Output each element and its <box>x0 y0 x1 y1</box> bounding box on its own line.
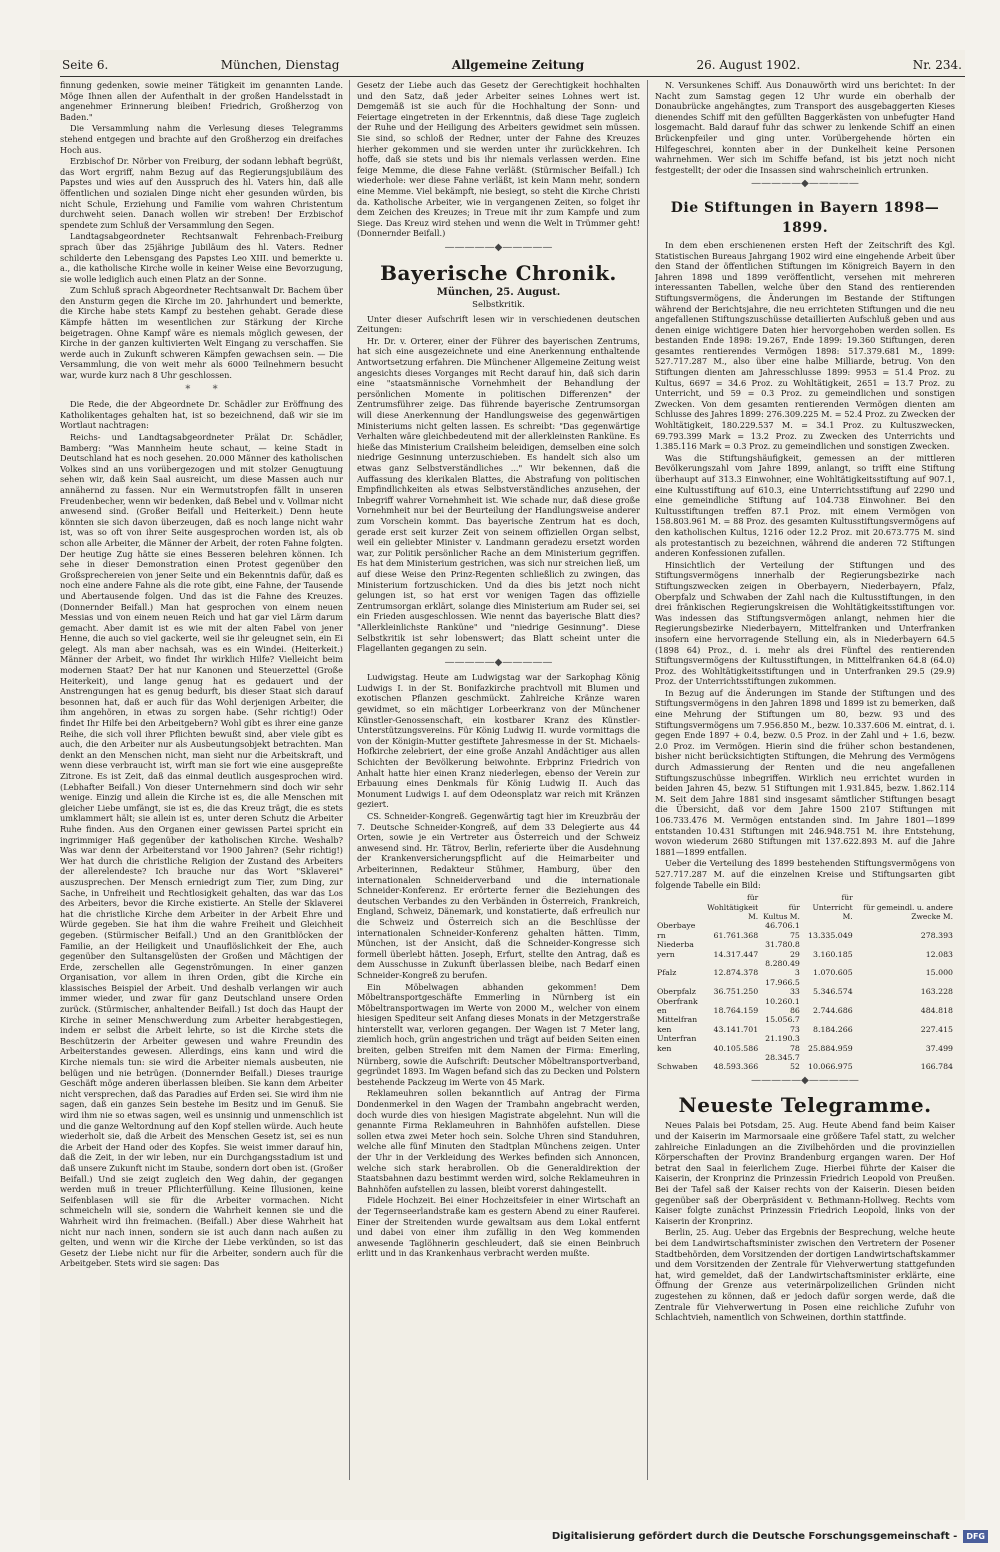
dateline: München, 25. August. <box>436 286 561 298</box>
article-text: Berlin, 25. Aug. Ueber das Ergebnis der Besprechung, welche heute bei dem Landwirtschaftsminister zwischen den Vertretern der Posener Stadtbehörden, dem Vorsitzenden der dortigen Landwirtschaftskammer und dem Vorsitzenden der Zentrale für Viehverwertung stattgefunden hat, wird gemeldet, daß der Landwirtschaftsminister erklärte, eine Öffnung der Grenze aus veterinärpolizeilichen Gründen nicht zugestehen zu können, daß er jedoch dafür sorgen werde, daß die Zentrale für Viehverwertung in Posen eine reichliche Zufuhr von Schlachtvieh, namentlich von Schweinen, dorthin stattfinde. <box>655 1227 955 1323</box>
table-row <box>655 921 955 940</box>
article-text: Neues Palais bei Potsdam, 25. Aug. Heute Abend fand beim Kaiser und der Kaiserin im Marmorsaale eine größere Tafel statt, zu welcher zahlreiche Einladungen an die Zivilbehörden und die provinziellen Körperschaften der Provinz Brandenburg ergangen waren. Der Hof betrat den Saal in feierlichem Zuge. Hierbei führte der Kaiser die Kaiserin, der Kronprinz die Prinzessin Friedrich Leopold von Preußen. Bei der Tafel saß der Kaiser rechts von der Kaiserin. Diesen beiden gegenüber saß der Oberpräsident v. Bethmann-Hollweg. Rechts vom Kaiser folgte zunächst Prinzessin Friedrich Leopold, links von der Kaiserin der Kronprinz. <box>655 1120 955 1226</box>
section-heading: Bayerische Chronik. <box>380 260 617 285</box>
place-day: München, Dienstag <box>220 58 340 72</box>
page-number: Seite 6. <box>62 58 109 72</box>
table-header-cell: für Kultus M. <box>763 902 800 921</box>
table-row <box>655 940 955 959</box>
table-row <box>655 959 955 978</box>
table-cell: 43.141.701 <box>713 1024 759 1034</box>
article-subheading: Selbstkritik. <box>472 300 525 311</box>
newspaper-title: Allgemeine Zeitung <box>451 58 585 72</box>
table-cell: 10.066.975 <box>808 1062 853 1072</box>
table-cell: 17.966.533 <box>765 977 800 997</box>
article-text: Zum Schluß sprach Abgeordneter Rechtsanwalt Dr. Bachem über den Ansturm gegen die Kirche im 20. Jahrhundert und bemerkte, die Kirche habe stets Kampf zu bestehen gehabt. Gerade diese Kämpfe hätten im wesentlichen zur Stärkung der Kirche beigetragen. Ohne Kampf wäre es niemals möglich gewesen, der Kirche in der ganzen kultivierten Welt Eingang zu verschaffen. Sie werde auch in Zukunft schweren Kämpfen gewachsen sein. — Die Versammlung, die von weit mehr als 6000 Teilnehmern besucht war, wurde kurz nach 8 Uhr geschlossen. <box>60 285 343 381</box>
table-cell: Mittelfranken <box>657 1015 698 1034</box>
article-text: CS. Schneider-Kongreß. Gegenwärtig tagt hier im Kreuzbräu der 7. Deutsche Schneider-Kongreß, auf dem 33 Delegierte aus 44 Orten, sowie je ein Vertreter aus Österreich und der Schweiz anwesend sind. Hr. Tätrov, Berlin, referierte über die Ausdehnung der Krankenversicherungspflicht auf die Heimarbeiter und Arbeiterinnen, Redakteur Stühmer, Hamburg, über den internationalen Schneiderverband und die internationale Schneider-Konferenz. Er erörterte ferner die Beziehungen des deutschen Verbandes zu den Verbänden in Österreich, Frankreich, England, Schweiz, Dänemark, und konstatierte, daß erfreulich nur die Schweiz und Österreich sich an die Beschlüsse der internationalen Schneider-Konferenz gehalten hätten. Timm, München, ist der Ansicht, daß die Schneider-Kongresse sich formell überlebt hätten. Joseph, Erfurt, stellte den Antrag, daß es dem Ausschusse in Zukunft überlassen bleibe, nach Bedarf einen Schneider-Kongreß zu berufen. <box>357 811 640 980</box>
table-cell: 46.706.175 <box>765 921 800 940</box>
article-text: Erzbischof Dr. Nörber von Freiburg, der sodann lebhaft begrüßt, das Wort ergriff, nahm Bezug auf das Regierungsjubiläum des Papstes und wies auf den Ausspruch des hl. Vaters hin, daß alle öffentlichen und sozialen Dinge nicht eher gesunden würden, bis nicht Schule, Erziehung und Familie vom wahren Christentum durchweht seien. Danach wollen wir streben! Der Erzbischof spendete zum Schluß der Versammlung den Segen. <box>60 156 343 230</box>
table-cell: Oberpfalz <box>657 987 696 997</box>
table-cell: 5.346.574 <box>813 987 853 997</box>
article-text: Reichs- und Landtagsabgeordneter Prälat Dr. Schädler, Bamberg: "Was Mannheim heute schaut, — keine Stadt in Deutschland hat es noch gesehen. 20.000 Männer des katholischen Volkes sind an uns vorübergezogen und mit stolzer Genugtuung sehen wir, daß kein Saal ausreicht, um diese Massen auch nur annähernd zu fassen. Nur ein Wermutstropfen fällt in unseren Freudenbecher, wenn wir bedenken, daß Bebel und v. Vollmar nicht anwesend sind. (Großer Beifall und Heiterkeit.) Denn heute könnten sie sich davon überzeugen, daß es noch lange nicht wahr ist, was so oft von ihrer Seite ausgesprochen worden ist, als ob schon alle Arbeiter, die Männer der Arbeit, der roten Fahne folgten. Der heutige Zug hätte sie eines Besseren belehren können. Ich sehe in dieser Demonstration einen Protest gegenüber den Großsprechereien von jener Seite und ein Bekenntnis dafür, daß es noch eine andere Fahne als die rote gibt, eine Fahne, der Tausende und Abertausende folgen. Und das ist die Fahne des Kreuzes. (Donnernder Beifall.) Man hat gesprochen von einem neuen Messias und von einem neuen Reich und hat gar viel Lärm darum gemacht. Aber damit ist es wie mit der alten Fabel von jener Henne, die auch so viel gackerte, weil sie ihr geleugnet sein, ein Ei gelegt. Als man aber nachsah, was es ein Windei. (Heiterkeit.) Männer der Arbeit, wo findet Ihr wirklich Hilfe? Vielleicht beim modernen Staat? Der hat nur Kanonen und Steuerzettel (Große Heiterkeit), und lange genug hat es gedauert und der Anstrengungen hat es genug bedurft, bis dieser Staat sich darauf besonnen hat, daß er auch für das Wohl derjenigen Arbeiter, die ihm angehören, in etwas zu sorgen habe. (Sehr richtig!) Oder findet Ihr Hilfe bei den Arbeitgebern? Wohl gibt es ihrer eine ganze Reihe, die sich voll ihrer Pflichten bewußt sind, aber viele gibt es auch, die den Arbeiter nur als Ausbeutungsobjekt betrachten. Man denkt an den Menschen nicht, man sieht nur die Arbeitskraft, und wenn diese verbraucht ist, wirft man sie fort wie eine ausgepreßte Zitrone. Es ist Zeit, daß das einmal deutlich ausgesprochen wird. (Lebhafter Beifall.) Von dieser Unternehmern sind doch wir sehr wenige. Einzig und allein die Kirche ist es, die alle Menschen mit gleicher Liebe umfängt, sie ist es, die das Kreuz trägt, die es stets umklammert hält; sie allein ist es, unter deren Schutz die Arbeiter Ruhe finden. Aus den Organen einer gewissen Partei spricht ein ingrimmiger Haß gegenüber der katholischen Kirche. Weshalb? Was war denn der Arbeiterstand vor 1900 Jahren? (Sehr richtig!) Wer hat durch die christliche Religion der Zustand des Arbeiters der allerelendeste? Ich brauche nur das Wort "Sklaverei" auszusprechen. Der Mensch erniedrigt zum Tier, zum Ding, zur Sache, in Unfreiheit und Rechtlosigkeit gehalten, das war das Los des Arbeiters, bevor die Kirche existierte. An Stelle der Sklaverei hat die christliche Kirche dem Arbeiter in der Arbeit Ehre und Würde gegeben. Sie hat ihm die wahre Freiheit und Gleichheit gegeben. (Stürmischer Beifall.) Und an den Granitblöcken der Familie, an der Heiligkeit und Unauflöslichkeit der Ehe, auch gegenüber den Sultansgelüsten der Großen und Mächtigen der Erde, zerschellen alle Gegenströmungen. In einer ganzen Organisation, vor allem in ihren Orden, gibt die Kirche ein klassisches Beispiel der Arbeit. Und deshalb verlangen wir auch immer wieder, und zwar für ganz Deutschland unsere Orden zurück. (Stürmischer, anhaltender Beifall.) Ist doch das Haupt der Kirche in seiner Menschwerdung zum Arbeiter herabgestiegen, indem er selbst die Arbeit lehrte, so ist die Kirche stets die Beschützerin der Arbeiter gewesen und wahre Freundin des Arbeiterstandes gewesen. Allerdings, eins kann und wird die Kirche niemals tun: sie wird die Arbeiter niemals ausbeuten, nie belügen und nie betrügen. (Donnernder Beifall.) Dieses traurige Geschäft möge anderen überlassen bleiben. Sie kann dem Arbeiter nicht versprechen, daß das Paradies auf Erden sei. Sie wird ihm nie sagen, daß ein ganzes Sein bestehe im Besitz und im Genuß. Sie wird ihm nie so etwas sagen, weil es unsinnig und unmenschlich ist und die ganze Weltordnung auf den Kopf stellen würde. Auch heute wiederholt sie, daß die Arbeit des Menschen Gesetz ist, sei es nun die Arbeit der Hand oder des Kopfes. Sie weist immer darauf hin, daß die Zeit, in der wir leben, nur ein Durchgangsstadium ist und daß unsere Zukunft nicht im Staube, sondern dort oben ist. (Großer Beifall.) Und sie zeigt zugleich den Weg dahin, der gegangen werden muß in treuer Pflichterfüllung. Keine Illusionen, keine Seifenblasen will sie für die Arbeiter vormachen. Nicht schmeicheln will sie, sondern die Wahrheit kennen sie und die Wahrheit wird ihn freimachen. (Beifall.) Aber diese Wahrheit hat nicht nur nach innen, sondern sie ist auch dann nach außen zu gelten, und wenn wir die Kirche der Liebe verkünden, so ist das Gesetz der Liebe nicht nur für die Arbeiter, sondern auch für die Arbeitgeber. Stets wird sie sagen: Das <box>60 432 343 1269</box>
table-row <box>655 978 955 997</box>
separator-ornament: —————◆————— <box>444 241 553 253</box>
separator-ornament: —————◆————— <box>444 656 553 668</box>
table-cell: 61.761.368 <box>713 930 759 940</box>
article-text: Die Rede, die der Abgeordnete Dr. Schädler zur Eröffnung des Katholikentages gehalten hat, ist so bezeichnend, daß wir sie im Wortlaut nachtragen: <box>60 399 343 431</box>
table-cell: 1.070.605 <box>813 968 853 978</box>
table-row <box>655 1015 955 1034</box>
table-cell: 227.415 <box>920 1024 953 1034</box>
table-cell: 2.744.686 <box>813 1006 853 1016</box>
table-cell: Unterfranken <box>657 1034 697 1053</box>
table-header-cell: für gemeindl. u. andere Zwecke M. <box>863 902 953 921</box>
table-cell: Pfalz <box>657 968 677 978</box>
issue-number: Nr. 234. <box>912 58 962 72</box>
separator-ornament: —————◆————— <box>751 1074 859 1086</box>
table-cell: Niederbayern <box>657 940 694 959</box>
article-text: In dem eben erschienenen ersten Heft der Zeitschrift des Kgl. Statistischen Bureaus Jahrgang 1902 wird eine eingehende Arbeit über den Stand der öffentlichen Stiftungen im Königreich Bayern in den Jahren 1898 und 1899 veröffentlicht, versehen mit mehreren interessanten Tabellen, welche über den Stand des rentierenden Stiftungsvermögens, die Änderungen im Bestande der Stiftungen während der Berichtsjahre, die neu errichteten Stiftungen und die neu angefallenen Stiftungszuschüsse detaillierten Aufschluß geben und aus denen einige wichtigere Daten hier hervorgehoben werden sollen. Es bestanden Ende 1898: 19.267, Ende 1899: 19.360 Stiftungen, deren gesamtes rentierendes Vermögen 1898: 517.379.681 M., 1899: 527.717.287 M., also über eine halbe Milliarde, betrug. Von den Stiftungen dienten am Jahresschlusse 1899: 9953 = 51.4 Proz. zu Kultus, 6697 = 34.6 Proz. zu Wohltätigkeit, 2651 = 13.7 Proz. zu Unterricht, und 59 = 0.3 Proz. zu gemeindlichen und sonstigen Zwecken. Von dem gesamten rentierenden Vermögen dienten am Schlusse des Jahres 1899: 276.309.225 M. = 52.4 Proz. zu Zwecken der Wohltätigkeit, 180.229.537 M. = 34.1 Proz. zu Kultuszwecken, 69.793.399 Mark = 13.2 Proz. zu Zwecken des Unterrichts und 1.385.116 Mark = 0.3 Proz. zu gemeindlichen und sonstigen Zwecken. <box>655 239 955 452</box>
table-cell: Schwaben <box>657 1062 698 1072</box>
table-row <box>655 1053 955 1072</box>
table-header-cell: für Wohltätigkeit M. <box>707 893 759 921</box>
table-body <box>655 921 955 1072</box>
table-cell: 12.874.378 <box>713 968 759 978</box>
table-cell: 484.818 <box>920 1006 953 1016</box>
table-cell: 278.393 <box>920 930 953 940</box>
article-text: Ueber die Verteilung des 1899 bestehenden Stiftungsvermögens von 527.717.287 M. auf die einzelnen Kreise und Stiftungsarten gibt folgende Tabelle ein Bild: <box>655 858 955 890</box>
article-text: Ludwigstag. Heute am Ludwigstag war der Sarkophag König Ludwigs I. in der St. Bonifazkirche prachtvoll mit Blumen und exotischen Pflanzen geschmückt. Zahlreiche Kränze waren gewidmet, so ein mächtiger Lorbeerkranz von der Münchener Künstler-Genossenschaft, ein kostbarer Kranz des Künstler-Unterstützungsvereins. Für König Ludwig II. wurde vormittags die von der Königin-Mutter gestiftete Jahresmesse in der St. Michaels-Hofkirche zelebriert, der eine große Anzahl Andächtiger aus allen Schichten der Bevölkerung beiwohnte. Erbprinz Friedrich von Anhalt hatte hier einen Kranz niederlegen, ebenso der Verein zur Erbauung eines Denkmals für König Ludwig II. Auch das Monument Ludwigs I. auf dem Odeonsplatz war reich mit Kränzen geziert. <box>357 672 640 810</box>
table-cell: 25.884.959 <box>808 1043 853 1053</box>
article-text: Fidele Hochzeit. Bei einer Hochzeitsfeier in einer Wirtschaft an der Tegernseerlandstraße kam es gestern Abend zu einer Rauferei. Einer der Streitenden wurde gewaltsam aus dem Lokal entfernt und dabei von einer ihm zufällig in den Weg kommenden anwesende Taglöhnerin geschleudert, daß sie einen Beinbruch erlitt und in das Krankenhaus verbracht werden mußte. <box>357 1195 640 1259</box>
table-cell: 15.000 <box>925 968 953 978</box>
header-rule <box>60 76 965 77</box>
table-cell: 28.345.752 <box>765 1053 800 1072</box>
table-cell: 40.105.586 <box>713 1043 759 1053</box>
table-cell: 37.499 <box>925 1043 953 1053</box>
table-cell: 15.056.773 <box>765 1015 800 1034</box>
article-text: Hr. Dr. v. Orterer, einer der Führer des bayerischen Zentrums, hat sich eine ausgezeichnete und eine Anerkennung enthaltende Antwortsetzung erfahren. Die Münchener Allgemeine Zeitung weist angesichts dieses Vorganges mit Recht darauf hin, daß sich darin eine "staatsmännische Vornehmheit der Behandlung der persönlichen Momente in politischen Differenzen" der Zentrumsführer zeige. Das führende bayerische Zentrumsorgan will diese Anerkennung der Handlungsweise des gegenwärtigen Ministeriums nicht gelten lassen. Es schreibt: "Das gegenwärtige Verhalten wäre gleichbedeutend mit der allerkleinsten Ranküne. Es hieße das Ministerium Crailsheim beleidigen, demselben eine solch niedrige Gesinnung unterzuschieben. Es handelt sich also um etwas ganz Selbstverständliches ..." Wir bekennen, daß die Auffassung des klerikalen Blattes, die Abstrafung von politischen Empfindlichkeiten als etwas Selbstverständliches anzusehen, der Inbegriff wahrer Vornehmheit ist. Wie schade nur, daß diese große Vornehmheit nur bei der Beurteilung der Handlungsweise anderer zum Vorschein kommt. Das bayerische Zentrum hat es doch, gerade erst seit kurzer Zeit von seinem offiziellen Organ selbst, weil ein geliebter Minister v. Landmann geradezu ersetzt worden war, zur Politik persönlicher Rache an dem Ministerium gegriffen. Es hat dem Ministerium gestrichen, was sich nur streichen ließ, um auf diese Weise den Prinz-Regenten schließlich zu zwingen, das Ministerium fortzuschicken. Und da dies bis jetzt noch nicht gelungen ist, so hat erst vor wenigen Tagen das offizielle Zentrumsorgan erklärt, solange dies Ministerium am Ruder sei, sei ein Frieden ausgeschlossen. Wie nennt das bayerische Blatt dies? "Allerkleinlichste Ranküne" und "niedrige Gesinnung". Diese Selbstkritik ist sehr lobenswert; das Blatt scheint unter die Flagellanten gegangen zu sein. <box>357 335 640 654</box>
column-divider <box>349 80 350 1480</box>
table-header-row <box>655 893 955 921</box>
page-header <box>62 54 962 76</box>
digitization-footer <box>552 1530 988 1543</box>
table-cell: 163.228 <box>920 987 953 997</box>
table-cell: 12.083 <box>925 949 953 959</box>
separator-ornament: * * <box>185 383 218 395</box>
separator-ornament: —————◆————— <box>751 178 859 190</box>
dfg-logo-icon: DFG <box>963 1530 988 1543</box>
article-text: In Bezug auf die Änderungen im Stande der Stiftungen und des Stiftungsvermögens in den Jahren 1898 und 1899 ist zu bemerken, daß eine Mehrung der Stiftungen um 80, bezw. 93 und des Stiftungsvermögens um 7.956.850 M., bezw. 10.337.606 M. eintrat, d. i. gegen Ende 1897 + 0.4, bezw. 0.5 Proz. in der Zahl und + 1.6, bezw. 2.0 Proz. im Vermögen. Hierin sind die früher schon bestandenen, bisher nicht berücksichtigten Stiftungen, die Mehrung des Vermögens durch Admassierung der Renten und die neu angefallenen Stiftungszuschüsse inbegriffen. Wirklich neu errichtet wurden in beiden Jahren 45, bezw. 51 Stiftungen mit 1.931.845, bezw. 1.862.114 M. Seit dem Jahre 1881 sind insgesamt sämtlicher Stiftungen besagt die Übersicht, daß vor dem Jahre 1500 2107 Stiftungen mit 106.733.476 M. Vermögen entstanden sind. Im Jahre 1801—1899 entstanden 10.431 Stiftungen mit 246.948.751 M. ihre Entstehung, wovon wiederum 2680 Stiftungen mit 137.622.893 M. auf die Jahre 1881—1899 entfallen. <box>655 687 955 857</box>
column-divider <box>647 80 648 1480</box>
column-1 <box>60 80 343 1485</box>
article-text: Unter dieser Aufschrift lesen wir in verschiedenen deutschen Zeitungen: <box>357 313 640 335</box>
article-text: Ein Möbelwagen abhanden gekommen! Dem Möbeltransportgeschäfte Emmerling in Nürnberg ist ein Möbeltransportwagen im Werte von 2000 M., welcher von einem hiesigen Spediteur seit Anfang dieses Monats in der Metzgerstraße hinterstellt war, verloren gegangen. Der Wagen ist 7 Meter lang, ziemlich hoch, grün angestrichen und trägt auf beiden Seiten einen breiten, gelben Streifen mit dem Namen der Firma: Emerling, Nürnberg, sowie die Aufschrift: Deutscher Möbeltransportverband, gegründet 1893. Im Wagen befand sich das zu Decken und Polstern bestehende Packzeug im Werte von 45 Mark. <box>357 981 640 1087</box>
section-heading: Die Stiftungen in Bayern 1898—1899. <box>670 199 940 236</box>
table-cell: 8.280.493 <box>765 959 800 978</box>
table-cell: 21.190.378 <box>765 1034 800 1053</box>
table-cell: 18.764.159 <box>713 1006 759 1016</box>
article-text: Hinsichtlich der Verteilung der Stiftungen und des Stiftungsvermögens innerhalb der Regierungsbezirke nach Stiftungszwecken zeigen in Oberbayern, Niederbayern, Pfalz, Oberpfalz und Schwaben der Zahl nach die Kultusstiftungen, in den drei fränkischen Regierungskreisen die Wohltätigkeitsstiftungen vor. Was indessen das Stiftungsvermögen anlangt, nehmen hier die Regierungsbezirke Niederbayern, Mittelfranken und Unterfranken insofern eine hervorragende Stellung ein, als in Niederbayern 64.5 (1898 64) Proz., d. i. mehr als drei Fünftel des rentierenden Stiftungsvermögens der Kultusstiftungen, in Mittelfranken 64.8 (64.0) Proz. des Wohltätigkeitsstiftungen und in Unterfranken 29.5 (29.9) Proz. der Unterrichtsstiftungen zukommen. <box>655 559 955 687</box>
article-text: Reklameuhren sollen bekanntlich auf Antrag der Firma Dondenmerkel in den Wagen der Trambahn angebracht werden, doch wurde dies von hiesigen Magistrate abgelehnt. Nun will die genannte Firma Reklameuhren in Bahnhöfen aufstellen. Diese sollen etwa zwei Meter hoch sein. Solche Uhren sind Standuhren, welche alle fünf Minuten den Stadtplan Münchens zeigen. Unter der Uhr in der Verkleidung des Werkes befinden sich Annoncen, welche sich stark herabrollen. Ob die Generaldirektion der Staatsbahnen dazu bestimmt werden wird, solche Reklameuhren in Bahnhöfen aufstellen zu lassen, bleibt vorerst dahingestellt. <box>357 1088 640 1194</box>
table-cell: 31.780.829 <box>765 940 800 959</box>
issue-date: 26. August 1902. <box>696 58 801 72</box>
section-heading: Neueste Telegramme. <box>678 1093 932 1118</box>
table-cell: Oberfranken <box>657 996 698 1016</box>
article-text: finnung gedenken, sowie meiner Tätigkeit im genannten Lande. Möge Ihnen allen der Aufenthalt in der großen Handelsstadt in angenehmer Erinnerung bleiben! Friedrich, Großherzog von Baden." <box>60 80 343 122</box>
table-cell: 8.184.266 <box>813 1024 853 1034</box>
article-text: N. Versunkenes Schiff. Aus Donauwörth wird uns berichtet: In der Nacht zum Samstag gegen 12 Uhr wurde ein oberhalb der Donaubrücke angehängtes, zum Transport des ausgebaggerten Kieses dienendes Schiff mit den gefüllten Baggerkästen von unbefugter Hand losgemacht. Bald darauf fuhr das schwer zu lenkende Schiff an einen Brückenpfeiler und ging unter. Vorübergehende hörten ein Hilfegeschrei, konnten aber in der Dunkelheit keine Personen wahrnehmen. Wer sich im Schiffe befand, ist bis jetzt noch nicht festgestellt; der oder die Insassen sind wahrscheinlich ertrunken. <box>655 80 955 175</box>
table-cell: 166.784 <box>920 1062 953 1072</box>
table-cell: 13.335.049 <box>808 930 853 940</box>
table-row <box>655 1034 955 1053</box>
table-cell: Oberbayern <box>657 921 696 940</box>
table-cell: 48.593.366 <box>713 1062 759 1072</box>
table-cell: 36.751.250 <box>713 987 759 997</box>
stiftungen-table <box>655 893 955 1072</box>
article-text: Die Versammlung nahm die Verlesung dieses Telegramms stehend entgegen und brachte auf den Großherzog ein dreifaches Hoch aus. <box>60 123 343 155</box>
table-row <box>655 997 955 1016</box>
table-cell: 3.160.185 <box>813 949 853 959</box>
table-cell: 14.317.447 <box>713 949 759 959</box>
table-header-cell <box>655 893 700 921</box>
footer-text: Digitalisierung gefördert durch die Deutsche Forschungsgemeinschaft - <box>551 1531 958 1542</box>
table-cell: 10.260.186 <box>765 996 800 1016</box>
article-text: Was die Stiftungshäufigkeit, gemessen an der mittleren Bevölkerungszahl vom Jahre 1899, anlangt, so trifft eine Stiftung überhaupt auf 313.3 Einwohner, eine Wohltätigkeitsstiftung auf 907.1, eine Kultusstiftung auf 610.3, eine Unterrichtsstiftung auf 2290 und eine gemeindliche Stiftung auf 104.738 Einwohner. Bei den Kultusstiftungen treffen 87.1 Proz. mit einem Vermögen von 158.803.961 M. = 88 Proz. des gesamten Kultusstiftungsvermögens auf den katholischen Kultus, 1216 oder 12.2 Proz. mit 20.673.775 M. sind als protestantisch zu bezeichnen, während die anderen 72 Stiftungen anderen Konfessionen zufallen. <box>655 452 955 559</box>
column-3 <box>655 80 955 1485</box>
table-header-cell: für Unterricht M. <box>812 893 853 921</box>
article-text: Gesetz der Liebe auch das Gesetz der Gerechtigkeit hochhalten und den Satz, daß jeder Arbeiter seines Lohnes wert ist. Demgemäß ist sie auch für die Hochhaltung der Sonn- und Feiertage eingetreten in der Erkenntnis, daß diese Tage zugleich der Ruhe und der Heiligung des Arbeiters gewidmet sein müssen. Sie sind, so schloß der Redner, unter der Fahne des Kreuzes hierher gekommen und sie werden unter ihr zurückkehren. Ich hoffe, daß sie stets und bis ihr niemals verlassen werden. Eine feige Memme, die diese Fahne verläßt. (Stürmischer Beifall.) Ich wiederhole: wer diese Fahne verläßt, ist kein Mann mehr, sondern eine Memme. Viel bekämpft, nie besiegt, so steht die Kirche Christi da. Katholische Arbeiter, wie in vergangenen Zeiten, so folget ihr dem Zeichen des Kreuzes; in Treue mit ihr zum Kampfe und zum Siege. Das Kreuz wird stehen und wenn die Welt in Trümmer geht! (Donnernder Beifall.) <box>357 80 640 239</box>
article-text: Landtagsabgeordneter Rechtsanwalt Fehrenbach-Freiburg sprach über das 25jährige Jubiläum des hl. Vaters. Redner schilderte den Lebensgang des Papstes Leo XIII. und bemerkte u. a., die katholische Kirche wolle in keiner Weise eine Bevorzugung, sie wolle lediglich auch einen Platz an der Sonne. <box>60 231 343 284</box>
column-2 <box>357 80 640 1485</box>
